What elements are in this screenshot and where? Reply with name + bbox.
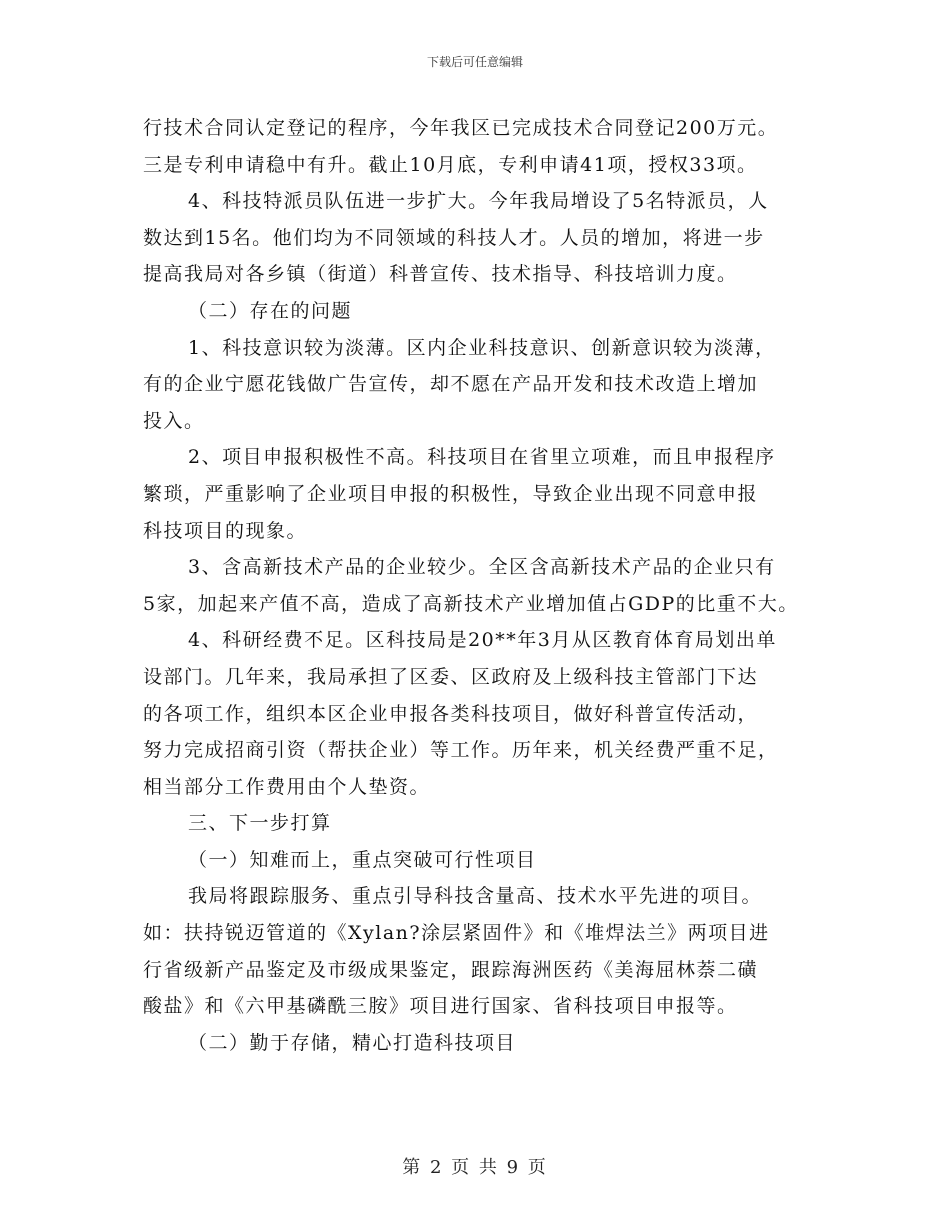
body-line: 行技术合同认定登记的程序，今年我区已完成技术合同登记200万元。	[143, 117, 779, 139]
body-line: 1、科技意识较为淡薄。区内企业科技意识、创新意识较为淡薄，	[188, 336, 776, 359]
body-line: 相当部分工作费用由个人垫资。	[143, 775, 431, 798]
body-line: 数达到15名。他们均为不同领域的科技人才。人员的增加，将进一步	[143, 226, 765, 249]
body-line: 设部门。几年来，我局承担了区委、区政府及上级科技主管部门下达	[143, 665, 759, 688]
body-line: 科技项目的现象。	[143, 519, 308, 542]
body-line: 有的企业宁愿花钱做广告宣传，却不愿在产品开发和技术改造上增加	[143, 373, 759, 396]
body-line: 三是专利申请稳中有升。截止10月底，专利申请41项，授权33项。	[143, 153, 758, 176]
body-line: 如：扶持锐迈管道的《Xylan?涂层紧固件》和《堆焊法兰》两项目进	[143, 922, 770, 945]
section-heading: （二）存在的问题	[188, 299, 353, 322]
section-heading: （二）勤于存储，精心打造科技项目	[188, 1031, 517, 1054]
body-line: 4、科技特派员队伍进一步扩大。今年我局增设了5名特派员，人	[188, 190, 769, 213]
section-heading: （一）知难而上，重点突破可行性项目	[188, 848, 537, 871]
body-line: 繁琐，严重影响了企业项目申报的积极性，导致企业出现不同意申报	[143, 482, 759, 505]
body-line: 投入。	[143, 409, 205, 432]
document-body	[143, 110, 823, 1061]
body-line: 4、科研经费不足。区科技局是20**年3月从区教育体育局划出单	[188, 629, 777, 652]
body-line: 5家，加起来产值不高，造成了高新技术产业增加值占GDP的比重不大。	[143, 592, 799, 615]
body-line: 行省级新产品鉴定及市级成果鉴定，跟踪海洲医药《美海屈林萘二磺	[143, 958, 759, 981]
page-number: 第 2 页 共 9 页	[402, 1157, 548, 1178]
body-line: 2、项目申报积极性不高。科技项目在省里立项难，而且申报程序	[188, 446, 776, 469]
download-editable-note: 下载后可任意编辑	[426, 55, 523, 69]
body-line: 努力完成招商引资（帮扶企业）等工作。历年来，机关经费严重不足，	[143, 739, 779, 762]
body-line: 3、含高新技术产品的企业较少。全区含高新技术产品的企业只有	[188, 556, 776, 579]
body-line: 提高我局对各乡镇（街道）科普宣传、技术指导、科技培训力度。	[143, 263, 738, 286]
section-heading: 三、下一步打算	[188, 812, 332, 835]
body-line: 我局将跟踪服务、重点引导科技含量高、技术水平先进的项目。	[188, 885, 763, 908]
body-line: 的各项工作，组织本区企业申报各类科技项目，做好科普宣传活动，	[143, 702, 759, 725]
body-line: 酸盐》和《六甲基磷酰三胺》项目进行国家、省科技项目申报等。	[143, 995, 738, 1018]
